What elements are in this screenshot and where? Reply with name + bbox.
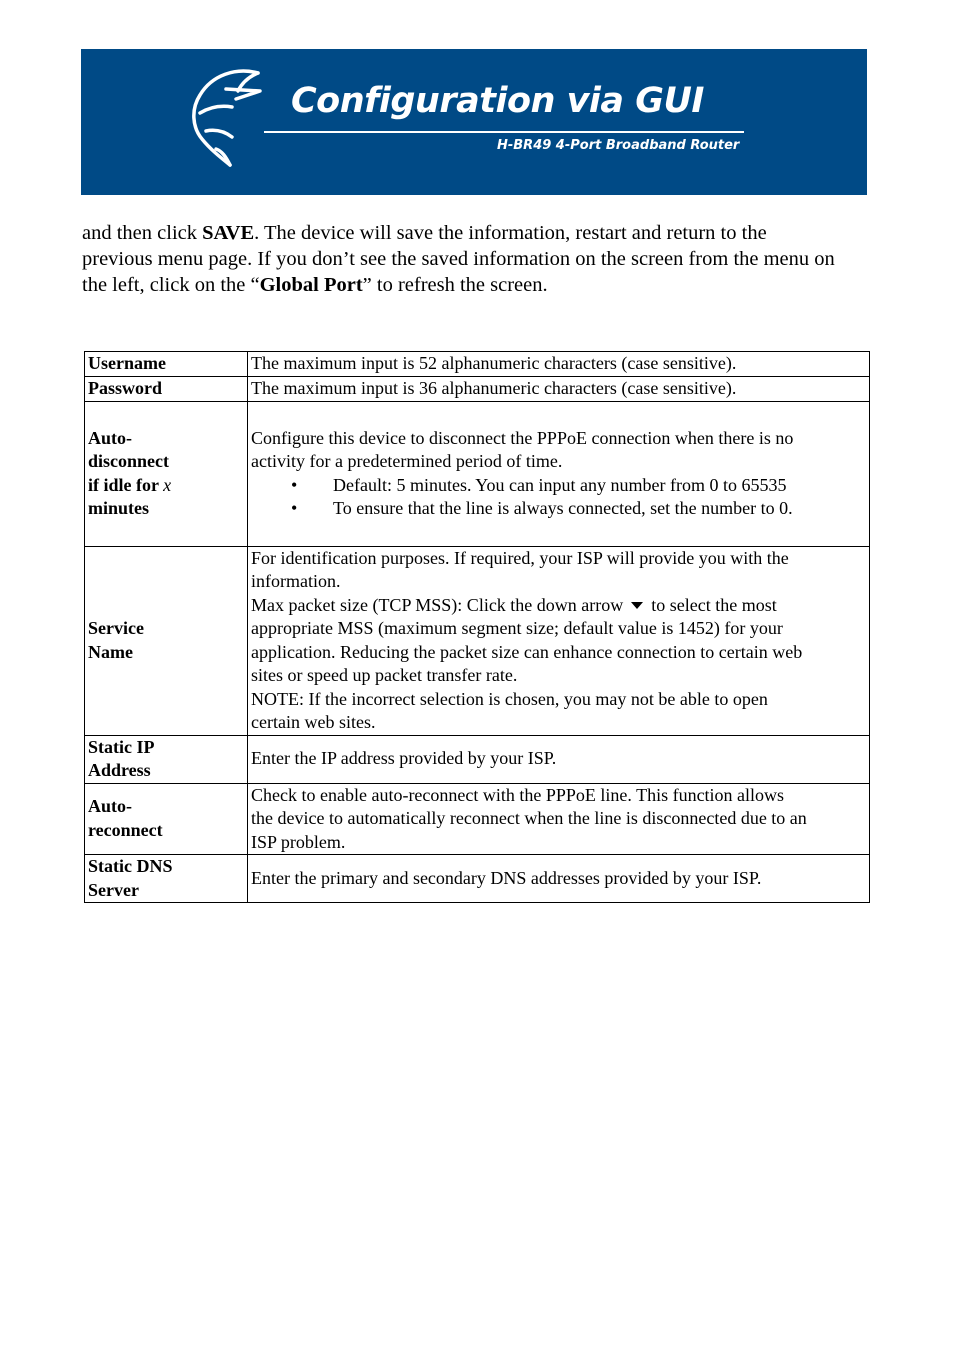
desc-password: The maximum input is 36 alphanumeric characters (case sensitive). — [248, 377, 870, 402]
header-banner — [81, 49, 867, 195]
label-auto-reconnect: Auto- reconnect — [85, 783, 248, 855]
table-row-static-dns — [85, 855, 870, 903]
banner-title: Configuration via GUI — [291, 81, 704, 121]
label-password: Password — [85, 377, 248, 402]
desc-text: For identification purposes. If required, your ISP will provide you with the information. — [251, 547, 789, 591]
desc-note: NOTE: If the incorrect selection is chosen, you may not be able to open certain web sites. — [251, 688, 768, 732]
desc-username: The maximum input is 52 alphanumeric characters (case sensitive). — [248, 352, 870, 377]
intro-text: and then click — [82, 222, 203, 244]
desc-text: Configure this device to disconnect the PPPoE connection when there is no activity for a predetermined period of time. — [251, 427, 794, 471]
global-port-keyword: Global Port — [259, 274, 363, 296]
banner-subtitle: H-BR49 4-Port Broadband Router — [497, 138, 740, 153]
down-arrow-icon — [631, 602, 643, 609]
table-row-auto-disconnect — [85, 401, 870, 546]
eagle-head-logo-icon — [186, 65, 276, 173]
table-row-static-ip — [85, 735, 870, 783]
intro-paragraph — [82, 220, 842, 298]
table-row-service-name — [85, 546, 870, 735]
list-item: • To ensure that the line is always connected, set the number to 0. — [291, 498, 793, 518]
table-row-username — [85, 352, 870, 377]
banner-divider — [264, 131, 744, 133]
desc-auto-reconnect: Check to enable auto-reconnect with the PPPoE line. This function allows the device to automatically reconnect when the line is disconnected due to an ISP problem. — [248, 783, 870, 855]
save-keyword: SAVE — [202, 222, 255, 244]
desc-static-ip: Enter the IP address provided by your ISP. — [248, 735, 870, 783]
list-item: • Default: 5 minutes. You can input any number from 0 to 65535 — [291, 474, 787, 495]
bullet-list — [251, 474, 865, 521]
table-row-auto-reconnect — [85, 783, 870, 855]
label-username: Username — [85, 352, 248, 377]
table-row-password — [85, 377, 870, 402]
intro-text: ” to refresh the screen. — [362, 274, 548, 296]
desc-auto-disconnect — [248, 401, 870, 546]
desc-service-name — [248, 546, 870, 735]
desc-static-dns: Enter the primary and secondary DNS addresses provided by your ISP. — [248, 855, 870, 903]
label-auto-disconnect: Auto- disconnect if idle for x minutes — [85, 401, 248, 546]
intro-text: . The device will save the information, restart and return to the previous menu page. If you don’t see the saved information on the screen from the menu on the left, click on the “ — [82, 222, 835, 296]
label-static-dns: Static DNS Server — [85, 855, 248, 903]
settings-table — [84, 351, 870, 903]
desc-text: Max packet size (TCP MSS): Click the down arrow to select the most appropriate MSS (maximum segment size; default value is 1452) for your application. Reducing the packet size can enhance connection to certain web sites or speed up packet transfer rate. — [251, 594, 803, 685]
label-static-ip: Static IP Address — [85, 735, 248, 783]
label-service-name: Service Name — [85, 546, 248, 735]
